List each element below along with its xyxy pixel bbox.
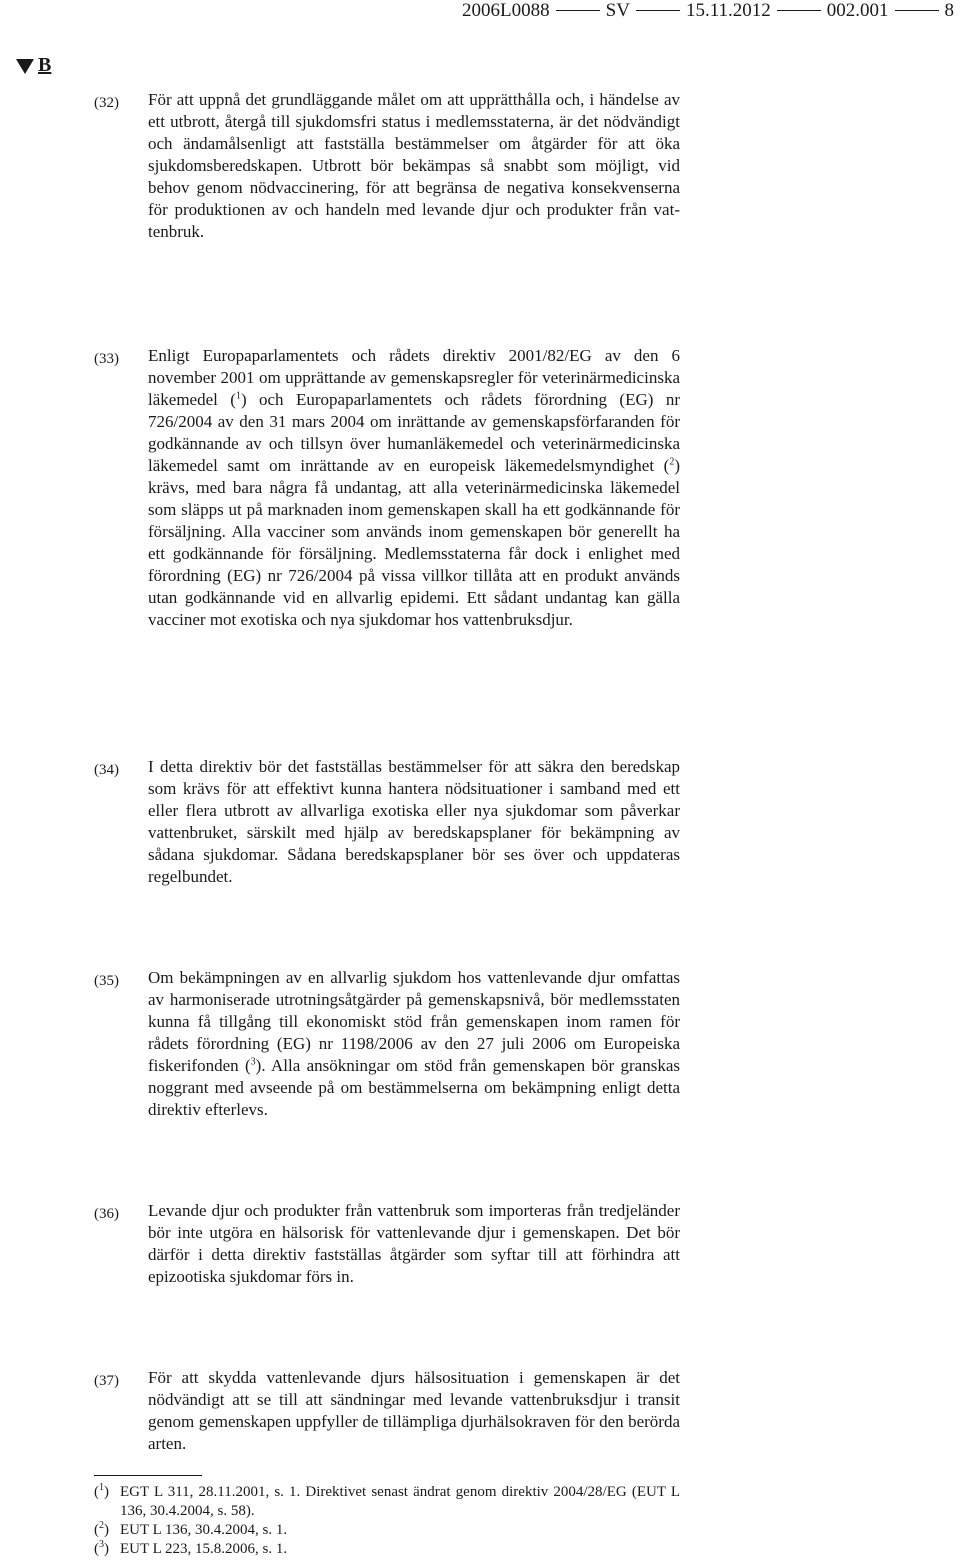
- recital-text: Levande djur och produkter från vattenbruk som importeras från tredjeländer bör inte utgöra en hälsorisk för vattenlevande djur i gemenskapen. Det bör därför i detta direktiv fastställas åtgärder som syftar till att förhindra att epizootiska sjukdomar förs in.: [148, 1201, 680, 1286]
- recital-number: (37): [94, 1373, 119, 1389]
- amendment-marker: [16, 54, 51, 77]
- footnote-ref: 3: [250, 1056, 256, 1068]
- header-separator: [556, 10, 600, 11]
- page-header: [0, 0, 960, 26]
- page-number: 8: [944, 0, 954, 21]
- footnote-ref: 2: [669, 456, 675, 468]
- recital-text: För att skydda vattenlevande djurs hälsosituation i gemenskapen är det nödvändigt att se till att sändningar med levande vattenbruksdjur i transit genom gemenskapen uppfyller de tillämpliga djurhälsokraven för den berörda arten.: [148, 1368, 680, 1453]
- header-separator: [895, 10, 939, 11]
- footnote-number-value: 1: [99, 1482, 104, 1493]
- recital-number: (34): [94, 762, 119, 778]
- footnote-text: EGT L 311, 28.11.2001, s. 1. Direktivet senast ändrat genom direktiv 2004/28/EG (EUT L 136, 30.4.2004, s. 58).: [120, 1484, 680, 1519]
- recital-text: [148, 345, 680, 631]
- marker-letter: B: [38, 54, 52, 76]
- footnote-ref: 1: [235, 390, 241, 402]
- text-segment: ) krävs, med bara några få undantag, att alla veterinärmedicinska läkemedel som släpps ut på marknaden inom gemenskapen skall ha ett godkännande för försäljning. Alla vacciner som används inom gemenskapen bör generellt ha ett godkännande för försäljning. Medlemsstaterna får dock i enlighet med förordning (EG) nr 726/2004 på vissa villkor tillåta att en produkt används utan godkännande vid en allvarlig epidemi. Ett sådant undantag kan gälla vacciner mot exotiska och nya sjukdomar hos vattenbruksdjur.: [148, 456, 680, 629]
- footnote-number: ($^3$): [94, 1539, 109, 1557]
- footnote-1: [94, 1483, 680, 1521]
- footnote-text: EUT L 136, 30.4.2004, s. 1.: [120, 1522, 288, 1538]
- recital-number: (33): [94, 351, 119, 367]
- text-segment: Om bekämpningen av en allvarlig sjukdom hos vattenlevande djur omfattas av harmoniserade utrotningsåtgärder på gemenskapsnivå, bör medlemsstaten kunna få tillgång till ekonomiskt stöd från gemenskapen inom ramen för rådets förordning (EG) nr 1198/2006 av den 27 juli 2006 om Europeiska fiskerifonden (: [148, 968, 680, 1075]
- recital-number: (32): [94, 95, 119, 111]
- footnote-number: ($^1$): [94, 1482, 109, 1500]
- consolidation-date: 15.11.2012: [685, 0, 771, 21]
- doc-id: 2006L0088: [462, 0, 550, 21]
- header-line: [462, 0, 954, 22]
- footnote-number-value: 3: [99, 1539, 104, 1550]
- header-separator: [636, 10, 680, 11]
- version-number: 002.001: [826, 0, 889, 21]
- text-segment: Enligt Europaparlamentets och rådets direktiv 2001/82/EG av den 6 november 2001 om upprättande av gemenskapsregler för veterinärmedicinska läkemedel (: [148, 346, 680, 409]
- footnote-divider: [94, 1475, 202, 1476]
- recital-text: För att uppnå det grundläggande målet om att upprätthålla och, i händelse av ett utbrott, återgå till sjukdomsfri status i medlemsstaterna, är det nödvändigt och ändamålsenligt att fastställa bestämmelser om åtgärder för att öka sjukdomsberedskapen. Utbrott bör bekämpas så snabbt som möjligt, vid behov genom nödvaccinering, för att begränsa de negativa konsekvenserna för produktionen av och handeln med levande djur och produkter från vattenbruk.: [148, 90, 680, 241]
- footnote-2: [94, 1521, 680, 1540]
- footnote-number-value: 2: [99, 1520, 104, 1531]
- footnote-text: EUT L 223, 15.8.2006, s. 1.: [120, 1541, 288, 1557]
- footnote-3: [94, 1540, 680, 1559]
- header-separator: [777, 10, 821, 11]
- recital-number: (36): [94, 1206, 119, 1222]
- footnote-number: ($^2$): [94, 1520, 109, 1538]
- text-segment: ). Alla ansökningar om stöd från gemenskapen bör granskas noggrant med avseende på om bestämmelserna om bekämpning enligt detta direktiv efterlevs.: [148, 1056, 680, 1119]
- recital-number: (35): [94, 973, 119, 989]
- text-segment: ) och Europaparlamentets och rådets förordning (EG) nr 726/2004 av den 31 mars 2004 om inrättande av gemenskapsförfaranden för godkännande av och tillsyn över humanläkemedel och veterinärmedicinska läkemedel samt om inrättande av en europeisk läkemedelsmyndighet (: [148, 390, 680, 475]
- triangle-down-icon: [16, 59, 34, 74]
- recital-text: [148, 967, 680, 1121]
- recital-text: I detta direktiv bör det fastställas bestämmelser för att säkra den beredskap som krävs för att effektivt kunna hantera nödsituationer i samband med ett eller flera utbrott av allvarliga exotiska eller nya sjukdomar som påverkar vattenbruket, särskilt med hjälp av beredskapsplaner för bekämpning av sådana sjukdomar. Sådana beredskapsplaner bör ses över och uppdateras regelbundet.: [148, 757, 680, 886]
- doc-language: SV: [605, 0, 630, 21]
